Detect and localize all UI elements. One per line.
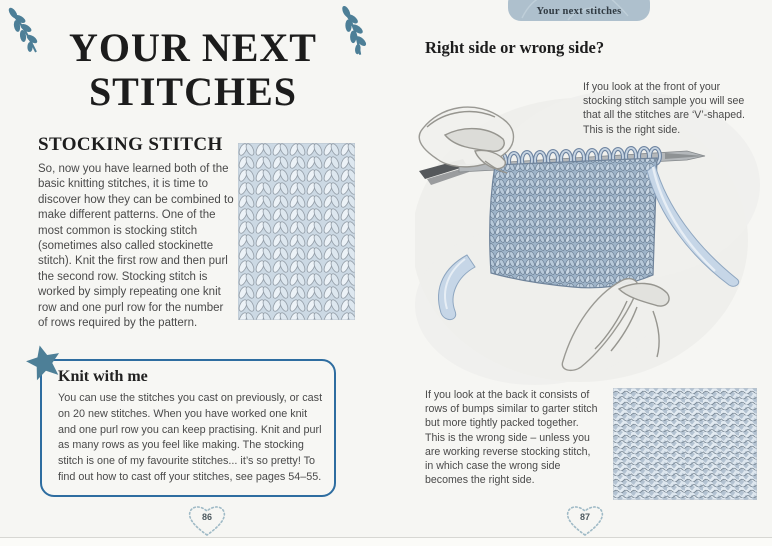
section-heading: STOCKING STITCH	[38, 134, 223, 155]
page-below-edge	[0, 538, 772, 546]
page-number-right: 87	[579, 512, 590, 522]
leaf-branch-icon	[334, 6, 378, 58]
right-page-heading: Right side or wrong side?	[425, 38, 605, 57]
tip-box-heading: Knit with me	[58, 368, 148, 385]
caption-wrong-side: If you look at the back it consists of rows of bumps similar to garter stitch but more tightly packed together. This is the wrong side – unless you are working reverse stocking stitch, in which case the wrong side becomes the right side.	[425, 389, 598, 487]
wrong-side-swatch-image	[613, 388, 757, 500]
page-number-left: 86	[201, 512, 212, 522]
page-title-line2: STITCHES	[88, 69, 298, 114]
page-title	[48, 26, 338, 114]
caption-right-side: If you look at the front of your stocking stitch sample you will see that all the stitches are ‘V’-shaped. This is the right side.	[583, 81, 745, 136]
chapter-tab-label: Your next stitches	[536, 6, 622, 17]
page-title-line1: YOUR NEXT	[69, 25, 317, 70]
chapter-tab	[508, 0, 650, 21]
section-body-text: So, now you have learned both of the basic knitting stitches, it is time to discover how they can be combined to make different patterns. One of the most common is stocking stitch (sometimes also called stockinette stitch). Knit the first row and then purl the second row. Stocking stitch is worked by simply repeating one knit row and one purl row for the number of rows required by the pattern.	[38, 163, 234, 330]
leaf-branch-icon	[6, 6, 48, 56]
tip-box-body: You can use the stitches you cast on previously, or cast on 20 new stitches. When you have worked one knit and one purl row you can keep practising. Knit and purl as many rows as you feel like making. The stocking stitch is one of my favourite stitches... it’s so pretty! To find out how to cast off your stitches, see pages 54–55.	[58, 392, 323, 483]
stocking-stitch-swatch-image	[238, 143, 355, 320]
